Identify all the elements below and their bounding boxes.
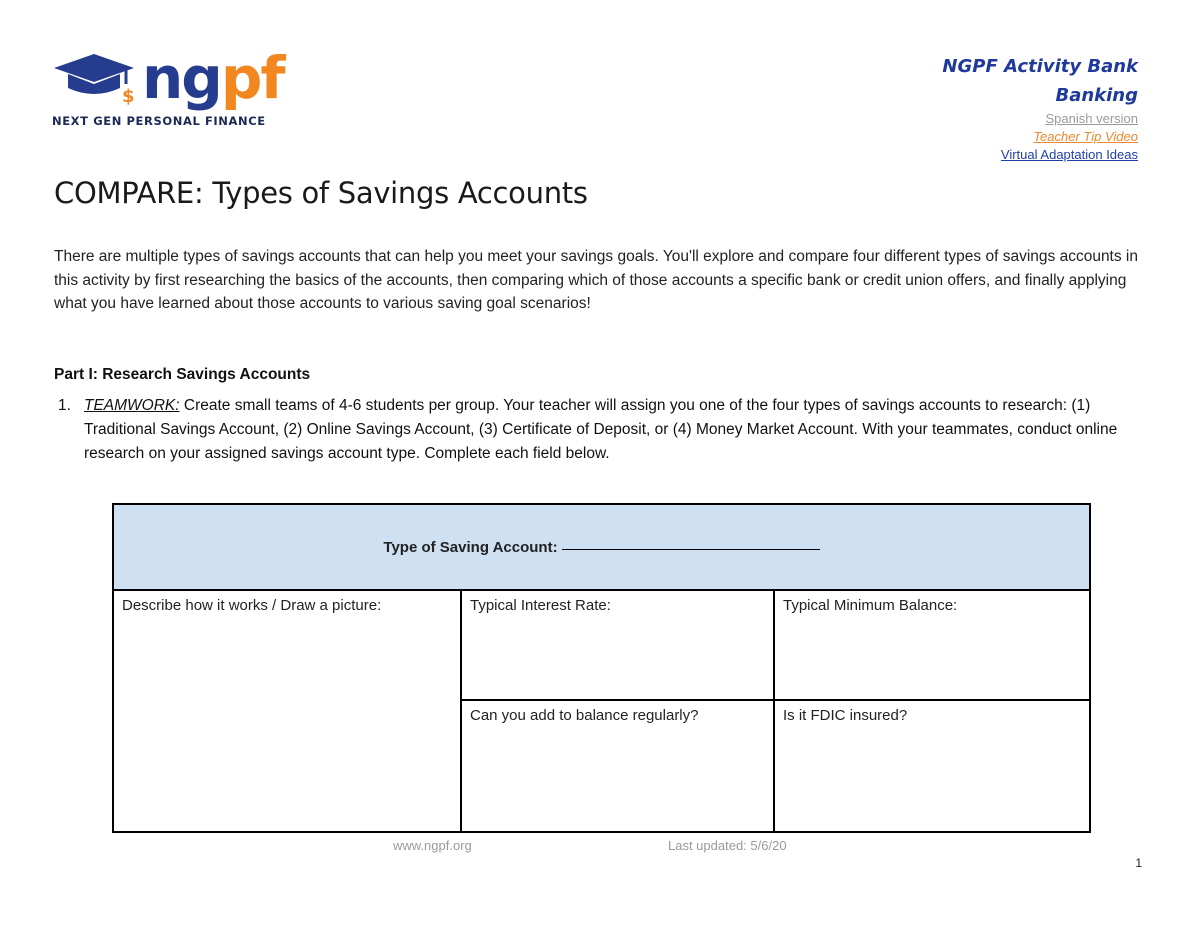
fdic-cell[interactable] bbox=[774, 700, 1090, 832]
footer-last-updated: Last updated: 5/6/20 bbox=[668, 838, 787, 853]
part-1-heading: Part I: Research Savings Accounts bbox=[54, 366, 311, 383]
logo-tagline: NEXT GEN PERSONAL FINANCE bbox=[52, 114, 266, 128]
list-number: 1. bbox=[58, 397, 71, 414]
teamwork-text: Create small teams of 4-6 students per group. Your teacher will assign you one of the four types of savings accounts to research: (1) Traditional Savings Account, (2) Online Savings Account, (3) Certificate of Deposit, or (4) Money Market Account. With your teammates, conduct online research on your assigned savings account type. Complete each field below. bbox=[84, 397, 1118, 462]
activity-bank-header bbox=[942, 52, 1138, 164]
graduation-cap-icon bbox=[52, 54, 138, 106]
logo-wordmark: ngpf bbox=[142, 44, 284, 112]
spanish-version-link[interactable]: Spanish version bbox=[1045, 111, 1138, 126]
add-balance-cell[interactable] bbox=[461, 700, 774, 832]
min-balance-label: Typical Minimum Balance: bbox=[783, 597, 958, 614]
document-title: COMPARE: Types of Savings Accounts bbox=[54, 176, 588, 210]
describe-label: Describe how it works / Draw a picture: bbox=[122, 597, 382, 614]
interest-rate-cell[interactable] bbox=[461, 590, 774, 700]
list-item-teamwork bbox=[58, 394, 1124, 466]
fdic-label: Is it FDIC insured? bbox=[783, 707, 908, 724]
page-number: 1 bbox=[1135, 856, 1142, 870]
teamwork-label: TEAMWORK: bbox=[84, 397, 180, 414]
add-balance-label: Can you add to balance regularly? bbox=[470, 707, 699, 724]
teacher-tip-video-link[interactable]: Teacher Tip Video bbox=[1033, 129, 1138, 144]
activity-bank-category: Banking bbox=[1055, 85, 1138, 106]
interest-rate-label: Typical Interest Rate: bbox=[470, 597, 611, 614]
ngpf-logo bbox=[52, 44, 292, 132]
activity-bank-title: NGPF Activity Bank bbox=[942, 56, 1138, 77]
account-type-blank[interactable] bbox=[562, 549, 820, 550]
account-type-label: Type of Saving Account: bbox=[383, 538, 558, 556]
svg-text:$: $ bbox=[122, 86, 135, 106]
footer-website: www.ngpf.org bbox=[393, 838, 472, 853]
virtual-adaptation-link[interactable]: Virtual Adaptation Ideas bbox=[1000, 147, 1138, 162]
describe-cell[interactable] bbox=[113, 590, 461, 832]
account-type-header bbox=[113, 504, 1090, 590]
savings-account-worksheet-table bbox=[112, 503, 1091, 833]
intro-paragraph: There are multiple types of savings accounts that can help you meet your savings goals. You'll explore and compare four different types of savings accounts in this activity by first researching the basics of the accounts, then comparing which of those accounts a specific bank or credit union offers, and finally applying what you have learned about those accounts to various saving goal scenarios! bbox=[54, 248, 1138, 312]
min-balance-cell[interactable] bbox=[774, 590, 1090, 700]
